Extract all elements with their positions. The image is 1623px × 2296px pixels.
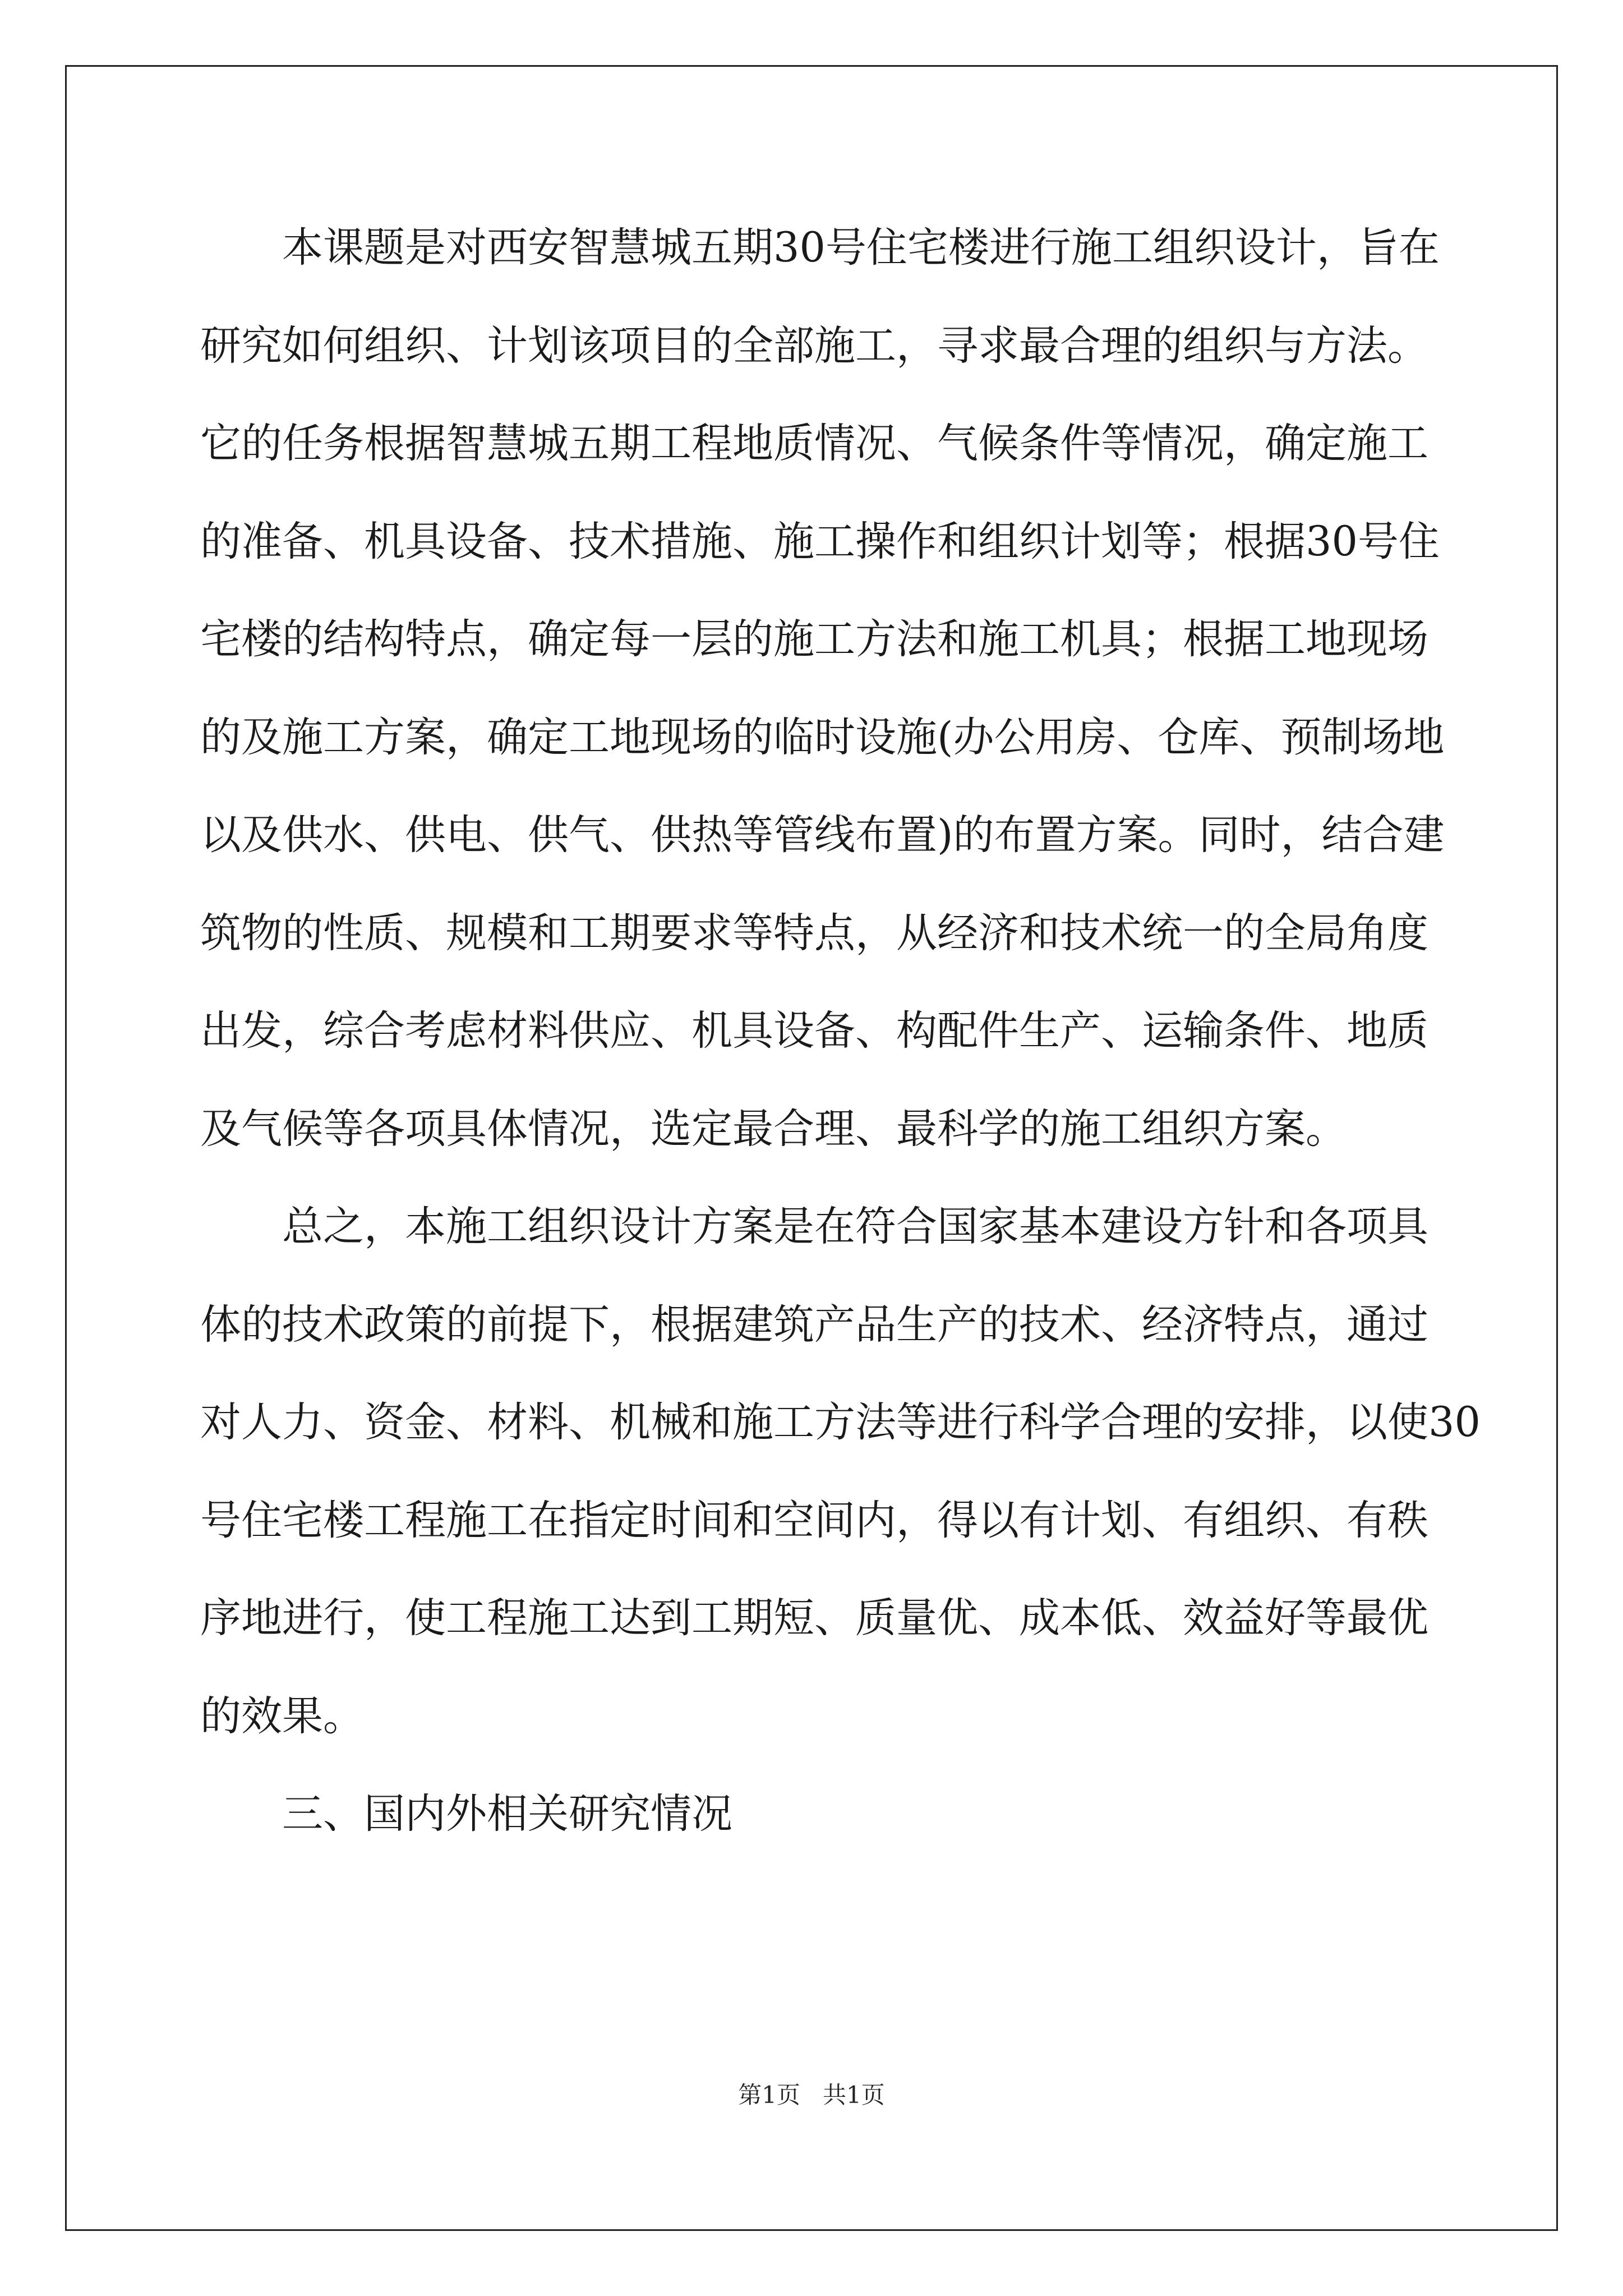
paragraph-line: 宅楼的结构特点，确定每一层的施工方法和施工机具；根据工地现场 <box>200 615 1428 663</box>
paragraph-line: 体的技术政策的前提下，根据建筑产品生产的技术、经济特点，通过 <box>200 1300 1428 1349</box>
paragraph-line: 对人力、资金、材料、机械和施工方法等进行科学合理的安排，以使30 <box>200 1398 1481 1446</box>
paragraph-line: 及气候等各项具体情况，选定最合理、最科学的施工组织方案。 <box>200 1105 1347 1153</box>
paragraph-line: 的及施工方案，确定工地现场的临时设施(办公用房、仓库、预制场地 <box>200 713 1445 761</box>
paragraph-line: 本课题是对西安智慧城五期30号住宅楼进行施工组织设计，旨在 <box>282 224 1440 272</box>
paragraph-line: 的效果。 <box>200 1692 364 1740</box>
document-body <box>200 199 1481 1864</box>
paragraph-2 <box>200 1178 1481 1765</box>
paragraph-line: 的准备、机具设备、技术措施、施工操作和组织计划等；根据30号住 <box>200 517 1440 565</box>
paragraph-line: 以及供水、供电、供气、供热等管线布置)的布置方案。同时，结合建 <box>200 811 1445 859</box>
paragraph-line: 它的任务根据智慧城五期工程地质情况、气候条件等情况，确定施工 <box>200 420 1428 467</box>
section-heading: 三、国内外相关研究情况 <box>282 1790 732 1838</box>
paragraph-1 <box>200 199 1445 1178</box>
paragraph-line: 序地进行，使工程施工达到工期短、质量优、成本低、效益好等最优 <box>200 1594 1428 1642</box>
paragraph-line: 研究如何组织、计划该项目的全部施工，寻求最合理的组织与方法。 <box>200 321 1428 370</box>
paragraph-line: 出发，综合考虑材料供应、机具设备、构配件生产、运输条件、地质 <box>200 1007 1428 1055</box>
paragraph-line: 总之，本施工组织设计方案是在符合国家基本建设方针和各项具 <box>282 1203 1428 1250</box>
paragraph-line: 号住宅楼工程施工在指定时间和空间内，得以有计划、有组织、有秩 <box>200 1496 1428 1544</box>
page-footer: 第1页 共1页 <box>738 2081 885 2109</box>
paragraph-line: 筑物的性质、规模和工期要求等特点，从经济和技术统一的全局角度 <box>200 909 1428 957</box>
